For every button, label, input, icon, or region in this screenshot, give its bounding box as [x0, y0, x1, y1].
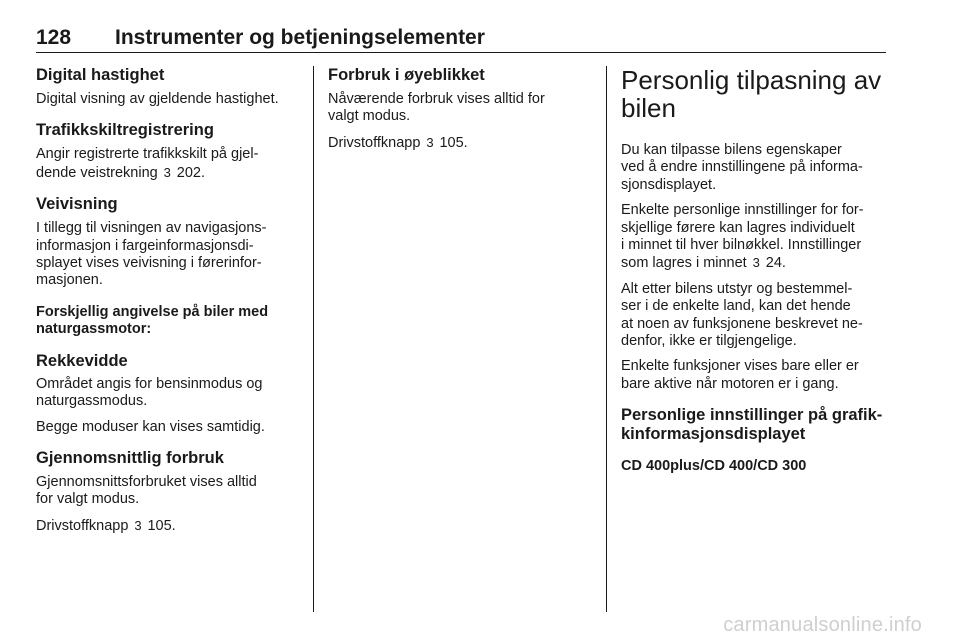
text-instant-2: valgt modus. [328, 108, 411, 125]
text-guidance-2: informasjon i fargeinformasjonsdi- [36, 237, 254, 254]
text-p4-1: Enkelte funksjoner vises bare eller er [621, 358, 859, 375]
subheading-cd-models: CD 400plus/CD 400/CD 300 [621, 458, 807, 475]
text-p3-2: ser i de enkelte land, kan det hende [621, 298, 851, 315]
text-average-2: for valgt modus. [36, 491, 140, 508]
text-traffic-sign-1: Angir registrerte trafikkskilt på gjel- [36, 146, 259, 163]
page-ref-icon: 3 [426, 134, 434, 150]
column-right [621, 66, 887, 475]
heading-instant-consumption: Forbruk i øyeblikket [328, 66, 485, 84]
text-average-3: Drivstoffknapp 3 105. [36, 517, 176, 534]
page-ref-icon: 3 [752, 255, 760, 271]
watermark: carmanualsonline.info [723, 614, 922, 636]
column-divider-2 [606, 66, 607, 612]
text-range-2: naturgassmodus. [36, 393, 148, 410]
text-instant-3: Drivstoffknapp 3 105. [328, 134, 468, 151]
text-guidance-1: I tillegg til visningen av navigasjons- [36, 220, 267, 237]
text-p2-4: som lagres i minnet 3 24. [621, 255, 786, 272]
heading-digital-speed: Digital hastighet [36, 66, 165, 84]
header-rule [36, 52, 886, 53]
text-guidance-3: splayet vises veivisning i førerinfor- [36, 255, 262, 272]
text-p2-1: Enkelte personlige innstillinger for for- [621, 202, 864, 219]
text-traffic-sign-2: dende veistrekning 3 202. [36, 164, 206, 181]
column-left [36, 66, 298, 535]
heading-traffic-sign: Trafikkskiltregistrering [36, 121, 214, 140]
column-divider-1 [313, 66, 314, 612]
page-ref[interactable]: 105. [439, 134, 468, 151]
text-instant-1: Nåværende forbruk vises alltid for [328, 91, 545, 107]
heading-range: Rekkevidde [36, 351, 128, 370]
page-number: 128 [36, 26, 72, 49]
heading-personal-settings-1: Personlige innstillinger på grafik- [621, 406, 883, 425]
text-average-1: Gjennomsnittsforbruket vises alltid [36, 474, 257, 491]
heading-guidance: Veivisning [36, 195, 118, 214]
text-p1-1: Du kan tilpasse bilens egenskaper [621, 142, 842, 158]
page-ref-icon: 3 [163, 164, 171, 180]
text-p3-1: Alt etter bilens utstyr og bestemmel- [621, 280, 853, 297]
page-ref[interactable]: 202. [176, 164, 206, 181]
page-header [36, 26, 886, 52]
text-range-3: Begge moduser kan vises samtidig. [36, 418, 265, 435]
subheading-natural-gas-2: naturgassmotor: [36, 320, 152, 337]
page-ref[interactable]: 105. [147, 517, 176, 534]
text-p1-2: ved å endre innstillingene på informa- [621, 159, 863, 176]
text-p2-2: skjellige førere kan lagres individuelt [621, 219, 855, 236]
section-title-2: bilen [621, 93, 676, 123]
subheading-natural-gas-1: Forskjellig angivelse på biler med [36, 303, 269, 320]
text-p1-3: sjonsdisplayet. [621, 176, 717, 193]
column-middle [328, 66, 590, 152]
text-digital-speed: Digital visning av gjeldende hastighet. [36, 91, 279, 107]
running-title: Instrumenter og betjeningselementer [115, 26, 485, 49]
text-p3-4: denfor, ikke er tilgjengelige. [621, 333, 797, 350]
heading-average-consumption: Gjennomsnittlig forbruk [36, 449, 224, 468]
heading-personal-settings-2: kinformasjonsdisplayet [621, 425, 806, 444]
text-p3-3: at noen av funksjonene beskrevet ne- [621, 315, 863, 332]
text-p4-2: bare aktive når motoren er i gang. [621, 375, 839, 392]
text-range-1: Området angis for bensinmodus og [36, 375, 263, 392]
text-p2-3: i minnet til hver bilnøkkel. Innstillinger [621, 237, 862, 254]
page-ref[interactable]: 24. [765, 255, 786, 272]
page-ref-icon: 3 [134, 517, 142, 533]
text-guidance-4: masjonen. [36, 272, 103, 289]
section-title-1: Personlig tilpasning av [621, 65, 882, 95]
